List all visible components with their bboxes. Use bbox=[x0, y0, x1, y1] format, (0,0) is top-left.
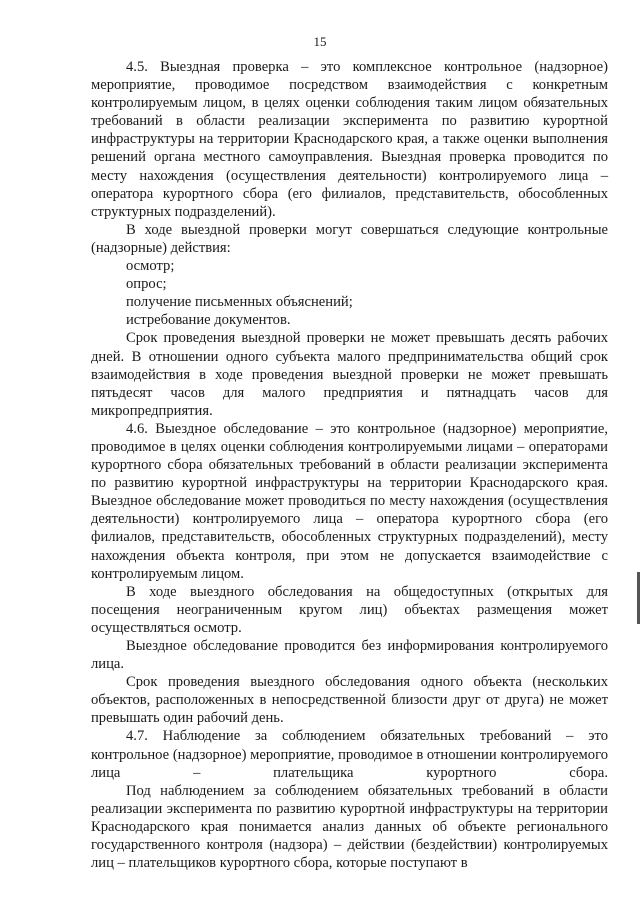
paragraph-inspection-term: Срок проведения выездной проверки не может превышать десять рабочих дней. В отношении одного субъекта малого предпринимательства общий срок взаимодействия в ходе проведения выездной проверки не может превышать пятьдесят часов для малого предприятия и пятнадцать часов для микропредприятия. bbox=[91, 330, 608, 419]
paragraph-no-notification: Выездное обследование проводится без информирования контролируемого лица. bbox=[91, 638, 608, 673]
list-item-inspection: осмотр; bbox=[126, 258, 175, 275]
list-item-written-explanations: получение письменных объяснений; bbox=[126, 294, 353, 311]
list-item-documents-request: истребование документов. bbox=[126, 312, 291, 329]
paragraph-4-7: 4.7. Наблюдение за соблюдением обязательных требований – это контрольное (надзорное) мероприятие, проводимое в отношении контролируемого лица – плательщика курортного сбора. bbox=[91, 728, 608, 781]
page-number: 15 bbox=[313, 34, 327, 49]
paragraph-survey-term: Срок проведения выездного обследования одного объекта (нескольких объектов, расположенных в непосредственной близости друг от друга) не может превышать один рабочий день. bbox=[91, 674, 608, 727]
paragraph-visual-inspection: В ходе выездного обследования на общедоступных (открытых для посещения неограниченным кругом лиц) объектах размещения может осуществляться осмотр. bbox=[91, 583, 608, 636]
document-body bbox=[91, 58, 608, 872]
paragraph-4-5: 4.5. Выездная проверка – это комплексное контрольное (надзорное) мероприятие, проводимое посредством взаимодействия с конкретным контролируемым лицом, в целях оценки соблюдения таким лицом обязательных требований в области реализации эксперимента по развитию курортной инфраструктуры на территории Краснодарского края, а также оценки выполнения решений органа местного самоуправления. Выездная проверка проводится по месту нахождения (осуществления деятельности) контролируемого лица – оператора курортного сбора (его филиалов, представительств, обособленных структурных подразделений). bbox=[91, 59, 608, 220]
paragraph-actions-intro: В ходе выездной проверки могут совершаться следующие контрольные (надзорные) действия: bbox=[91, 221, 608, 256]
list-item-survey: опрос; bbox=[126, 276, 167, 293]
paragraph-4-6: 4.6. Выездное обследование – это контрольное (надзорное) мероприятие, проводимое в целях оценки соблюдения контролируемыми лицами – операторами курортного сбора обязательных требований в области реализации эксперимента по развитию курортной инфраструктуры на территории Краснодарского края. Выездное обследование может проводиться по месту нахождения (осуществления деятельности) контролируемого лица – оператора курортного сбора (его филиалов, представительств, обособленных структурных подразделений), месту нахождения объекта контроля, при этом не допускается взаимодействие с контролируемым лицом. bbox=[91, 420, 608, 582]
paragraph-observation-definition: Под наблюдением за соблюдением обязательных требований в области реализации эксперимента по развитию курортной инфраструктуры на территории Краснодарского края понимается анализ данных об объекте регионального государственного контроля (надзора) – действии (бездействии) контролируемых лиц – плательщиков курортного сбора, которые поступают в bbox=[91, 782, 608, 872]
